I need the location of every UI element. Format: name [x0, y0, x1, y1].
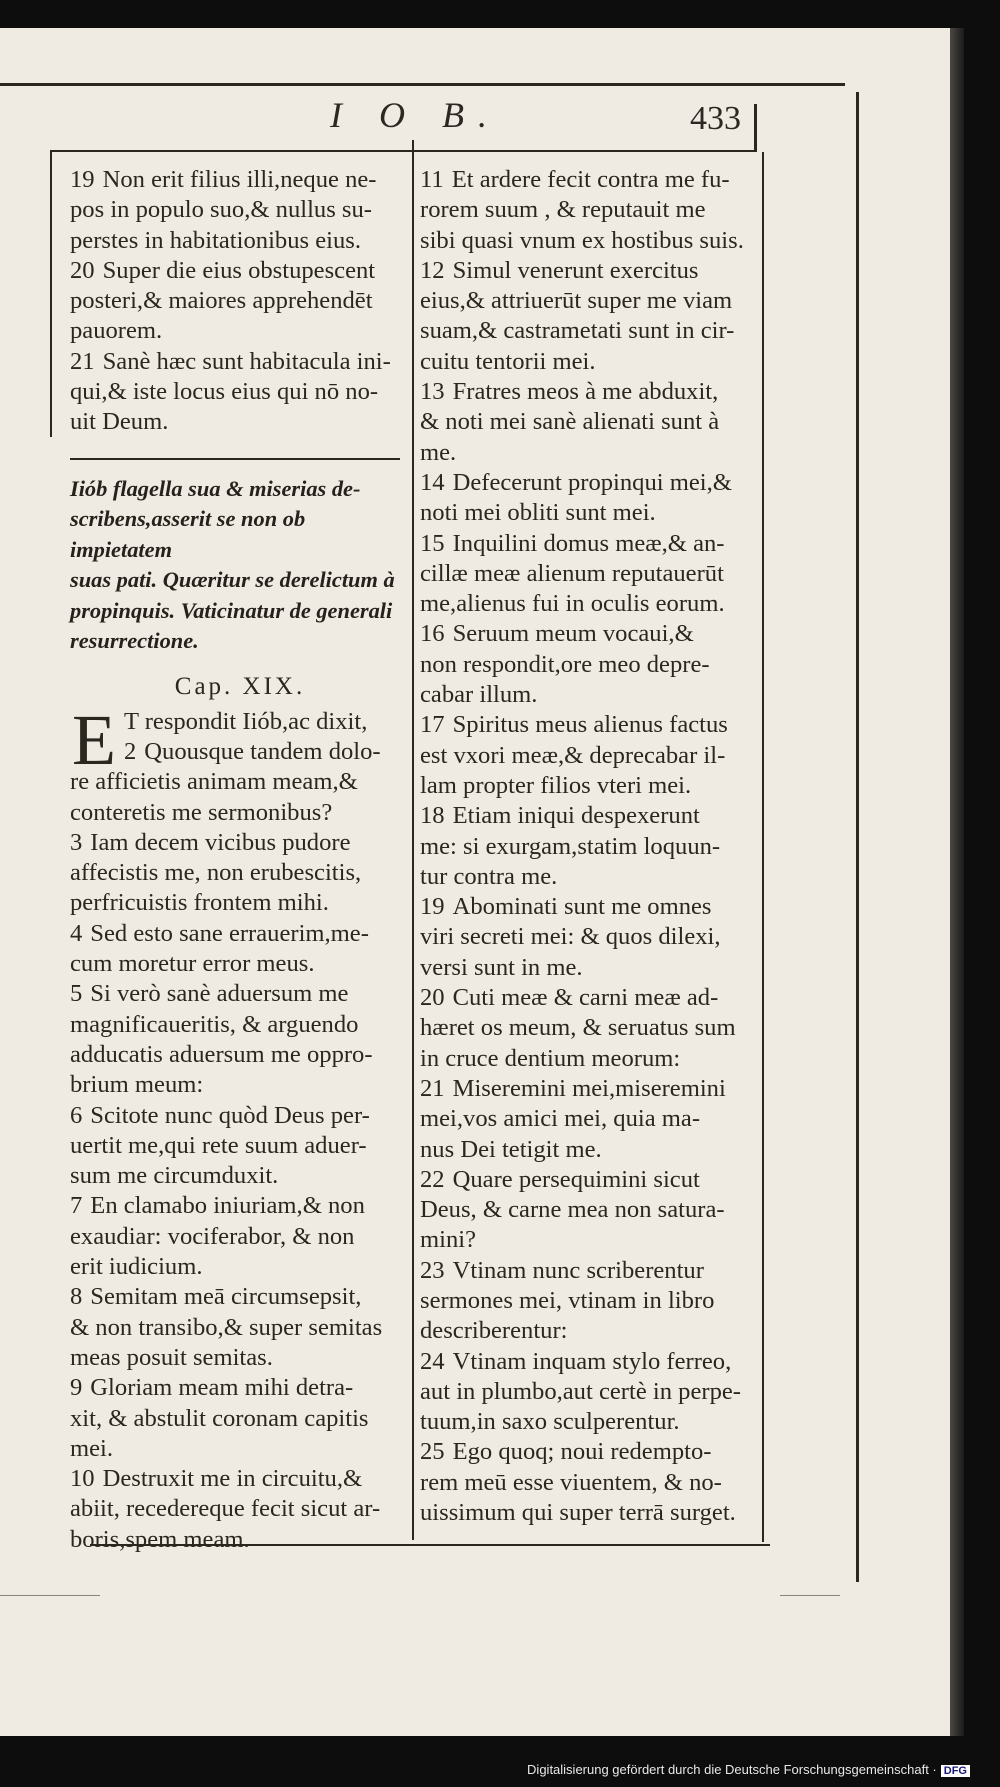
left-column-rule	[50, 152, 52, 437]
verse: 19 Abominati sunt me omnes viri secreti mei: & quos dilexi, versi sunt in me.	[420, 893, 721, 981]
footer-rule-2	[0, 1595, 100, 1596]
verse: 8 Semitam meā circumsepsit, & non transibo,& super semitas meas posuit semitas.	[70, 1283, 383, 1371]
verse: 21 Sanè hæc sunt habitacula ini- qui,& iste locus eius qui nō no- uit Deum.	[70, 347, 391, 436]
verse: 5 Si verò sanè aduersum me magnificaueritis, & arguendo adducatis aduersum me oppro- brium meum:	[70, 980, 373, 1099]
pagenum-rule	[754, 104, 757, 152]
first-verse	[70, 699, 410, 780]
page-number: 433	[690, 100, 741, 137]
verse: 24 Vtinam inquam stylo ferreo, aut in plumbo,aut certè in perpe- tuum,in saxo sculperentur.	[420, 1347, 741, 1436]
verse: 3 Iam decem vicibus pudore affecistis me, non erubescitis, perfricuistis frontem mihi.	[70, 828, 362, 917]
verse: 6 Scitote nunc quòd Deus per- uertit me,qui rete suum aduer- sum me circumduxit.	[70, 1101, 370, 1190]
verse: 25 Ego quoq; noui redempto- rem meū esse viuentem, & no- uissimum qui super terrā surget.	[420, 1438, 736, 1527]
verse: 16 Seruum meum vocaui,& non respondit,ore meo depre- cabar illum.	[420, 620, 710, 709]
header-bottom-rule	[50, 150, 755, 152]
left-column	[70, 165, 410, 1555]
verse: 4 Sed esto sane errauerim,me- cum moretur error meus.	[70, 919, 369, 978]
verse: 20 Super die eius obstupescent posteri,& maiores apprehendēt pauorem.	[70, 256, 376, 345]
verse: 14 Defecerunt propinqui mei,& noti mei obliti sunt mei.	[420, 468, 732, 527]
dfg-logo: DFG	[941, 1765, 970, 1777]
page-edge	[950, 28, 964, 1736]
verse: 2 Quousque tandem dolo- re afficietis animam meam,& conteretis me sermonibus?	[70, 737, 381, 826]
digitization-credit	[527, 1762, 970, 1777]
right-column-rule	[762, 152, 764, 1542]
verse: 19 Non erit filius illi,neque ne- pos in populo suo,& nullus su- perstes in habitationibus eius.	[70, 166, 377, 254]
verses-bottom	[70, 737, 410, 1555]
verse: 15 Inquilini domus meæ,& an- cillæ meæ alienum reputauerūt me,alienus fui in oculis eorum.	[420, 529, 725, 618]
column-divider-rule	[412, 140, 414, 1540]
credit-text: Digitalisierung gefördert durch die Deutsche Forschungsgemeinschaft ·	[527, 1762, 937, 1777]
verse: 10 Destruxit me in circuitu,& abiit, recedereque fecit sicut ar- boris,spem meam.	[70, 1465, 381, 1553]
chapter-heading: Cap. XIX.	[174, 672, 306, 700]
chapter-summary: Iiób flagella sua & miserias de- scribens,asserit se non ob impietatem suas pati. Quæritur se derelictum à propinquis. Vaticinatur de generali resurrectione.	[70, 475, 395, 654]
verse: 22 Quare persequimini sicut Deus, & carne mea non satura- mini?	[420, 1165, 725, 1254]
verse: 7 En clamabo iniuriam,& non exaudiar: vociferabor, & non erit iudicium.	[70, 1192, 365, 1281]
header-rule	[0, 83, 845, 86]
running-title: I O B.	[330, 95, 501, 135]
right-column	[420, 165, 758, 1528]
verse: 12 Simul venerunt exercitus eius,& attriuerūt super me viam suam,& castrametati sunt in cir- cuitu tentorii mei.	[420, 256, 735, 375]
verse: 20 Cuti meæ & carni meæ ad- hæret os meum, & seruatus sum in cruce dentium meorum:	[420, 984, 736, 1072]
verses-top	[70, 165, 410, 438]
verse: 9 Gloriam meam mihi detra- xit, & abstulit coronam capitis mei.	[70, 1374, 369, 1462]
drop-cap: E	[72, 699, 116, 780]
right-margin-rule	[856, 92, 859, 1582]
footer-rule-3	[780, 1595, 840, 1596]
verse: 18 Etiam iniqui despexerunt me: si exurgam,statim loquun- tur contra me.	[420, 802, 721, 890]
verse: 23 Vtinam nunc scriberentur sermones mei, vtinam in libro describerentur:	[420, 1256, 715, 1345]
verse-1-text: T respondit Iiób,ac dixit,	[123, 707, 368, 735]
verse: 13 Fratres meos à me abduxit, & noti mei sanè alienati sunt à me.	[420, 378, 720, 466]
verse: 17 Spiritus meus alienus factus est vxori meæ,& deprecabar il- lam propter filios vteri mei.	[420, 711, 728, 799]
verse: 11 Et ardere fecit contra me fu- rorem suum , & reputauit me sibi quasi vnum ex hostibus suis.	[420, 166, 744, 254]
verse: 21 Misereminі mei,misereminі mei,vos amici mei, quia ma- nus Dei tetigit me.	[420, 1074, 726, 1163]
